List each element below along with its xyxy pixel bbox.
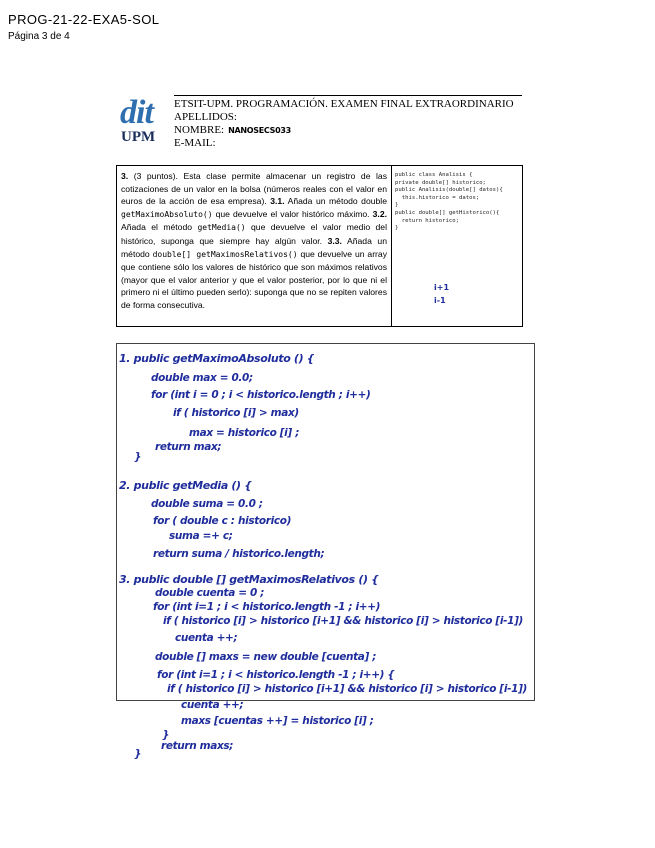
answer-line: double suma = 0.0 ; <box>151 498 263 510</box>
exam-title: ETSIT-UPM. PROGRAMACIÓN. EXAMEN FINAL EXTRAORDINARIO <box>174 98 514 110</box>
answer-line: } <box>134 451 142 463</box>
answer-line: 2. public getMedia () { <box>119 479 252 492</box>
logo-dit-text: dit <box>120 94 153 131</box>
answer-line: cuenta ++; <box>181 699 244 711</box>
header-rule <box>174 95 522 96</box>
answer-line: for ( double c : historico) <box>153 515 292 527</box>
answer-line: return maxs; <box>161 740 234 752</box>
answer-line: if ( historico [i] > historico [i+1] && historico [i] > historico [i-1]) <box>167 683 527 695</box>
answer-line: 3. public double [] getMaximosRelativos () { <box>119 573 379 586</box>
answer-line: return suma / historico.length; <box>153 548 325 560</box>
answer-line: for (int i=1 ; i < historico.length -1 ; i++) <box>153 601 381 613</box>
table-divider <box>391 166 392 326</box>
answer-line: suma =+ c; <box>169 530 233 542</box>
name-value: NANOSECS033 <box>228 126 291 135</box>
header-fields <box>174 98 514 150</box>
answer-line: } <box>134 748 142 760</box>
answer-line: cuenta ++; <box>175 632 238 644</box>
answer-line: maxs [cuentas ++] = historico [i] ; <box>181 715 374 727</box>
answer-line: if ( historico [i] > max) <box>173 407 299 419</box>
name-label: NOMBRE: <box>174 124 225 136</box>
answer-line: return max; <box>155 441 222 453</box>
question-statement: 3. (3 puntos). Esta clase permite almacenar un registro de las cotizaciones de un valor en la bolsa (números reales con el valor en euros de la acción de esa empresa). 3.1. Añada un método double getMaximoAbsoluto() que devuelve el valor histórico máximo. 3.2. Añada el método getMedia() que devuelve el valor medio del histórico, suponga que siempre hay algún valor. 3.3. Añada un método double[] getMaximosRelativos() que devuelve un array que contiene sólo los valores de histórico que son máximos relativos (mayor que el valor anterior y que el valor posterior, por lo que ni el primero ni el último pueden serlo): suponga que no se repiten valores de forma consecutiva. <box>121 171 387 310</box>
answer-line: double max = 0.0; <box>151 372 253 384</box>
answer-line: 1. public getMaximoAbsoluto () { <box>119 352 315 365</box>
name-row <box>174 124 514 137</box>
handwritten-note-i-plus-1: i+1 <box>434 283 450 292</box>
page-number: Página 3 de 4 <box>8 31 70 42</box>
answer-line: for (int i=1 ; i < historico.length -1 ; i++) { <box>157 669 395 681</box>
handwritten-note-i-minus-1: i-1 <box>434 296 446 305</box>
answer-line: max = historico [i] ; <box>189 427 300 439</box>
exam-header <box>118 92 522 152</box>
class-code: public class Analisis { private double[] historico; public Analisis(double[] datos){ this.historico = datos; } public double[] getHistorico(){ return historico; } <box>395 172 503 232</box>
document-id: PROG-21-22-EXA5-SOL <box>8 12 160 27</box>
surname-label: APELLIDOS: <box>174 111 237 123</box>
dit-upm-logo <box>118 94 170 148</box>
answer-line: } <box>162 729 170 741</box>
answer-line: for (int i = 0 ; i < historico.length ; i++) <box>151 389 371 401</box>
question-table <box>116 165 523 327</box>
email-label: E-MAIL: <box>174 137 216 149</box>
answer-line: double cuenta = 0 ; <box>155 587 265 599</box>
answer-line: if ( historico [i] > historico [i+1] && historico [i] > historico [i-1]) <box>163 615 523 627</box>
answer-line: double [] maxs = new double [cuenta] ; <box>155 651 377 663</box>
logo-upm-text: UPM <box>121 129 156 145</box>
